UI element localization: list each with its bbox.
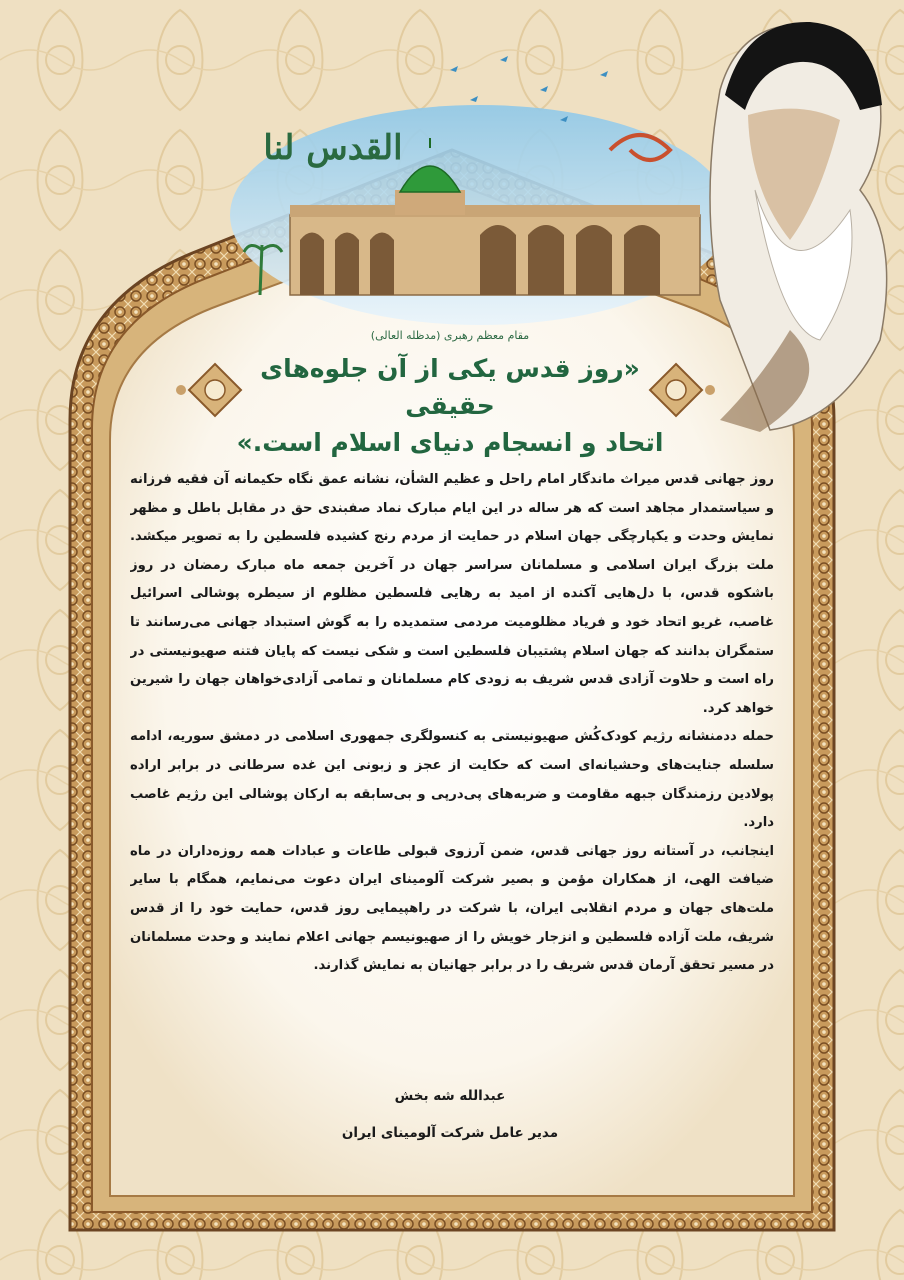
leader-quote: [220, 350, 680, 461]
body-paragraph-2: حمله ددمنشانه رژیم کودک‌کُش صهیونیستی به کنسولگری جمهوری اسلامی در دمشق سوریه، ادامه سلسله جنایت‌های وحشیانه‌ای است که حکایت از عجز و زبونی این غده سرطانی در برابر اراده پولادین رزمندگان جبهه مقاومت و ضربه‌های پی‌درپی و بی‌سابقه به ارکان پوشالی این رژیم غاصب دارد.: [130, 729, 774, 831]
body-paragraph-3: اینجانب، در آستانه روز جهانی قدس، ضمن آرزوی قبولی طاعات و عبادات همه روزه‌داران در ماه ضیافت الهی، از همکاران مؤمن و بصیر شرکت آلومینای ایران دعوت می‌نمایم، همگام با سایر ملت‌های جهان و مردم انقلابی ایران، با شرکت در راهپیمایی روز قدس، حمایت خود را از قدس شریف، ملت آزاده فلسطین و انزجار خویش را از صهیونیسم جهانی اعلام نمایند و وحدت مسلمانان در مسیر تحقق آرمان قدس شریف را در برابر جهانیان به نمایش گذارند.: [130, 843, 774, 974]
quote-attribution: مقام معظم رهبری (مدظله العالی): [370, 329, 530, 342]
body-paragraph-1: روز جهانی قدس میراث ماندگار امام راحل و عظیم الشأن، نشانه عمق نگاه حکیمانه آن فقیه فرزانه و سیاستمدار مجاهد است که هر ساله در این ایام مبارک نماد صفبندی حق در مقابل باطل و مظهر نمایش وحدت و یکپارچگی جهان اسلام در حمایت از مردم رنج کشیده فلسطین را به تصویر میکشد. ملت بزرگ ایران اسلامی و مسلمانان سراسر جهان در آخرین جمعه ماه مبارک رمضان در روز باشکوه قدس، با دل‌هایی آکنده از امید به رهایی فلسطین مظلوم از سیطره پوشالی اسرائیل غاصب، غریو اتحاد خود و فریاد مظلومیت مردمی ستمدیده را به گوش استبداد جهانی می‌رسانند تا ستمگران بدانند که جهان اسلام پشتیبان فلسطین است و شکی نیست که پایان فتنه صهیونیستی در راه است و حلاوت آزادی قدس شریف به زودی کام مسلمانان و تمامی آزادی‌خواهان جهان را شیرین خواهد کرد.: [130, 472, 774, 716]
signer-name: عبدالله شه بخش: [394, 1088, 506, 1104]
signer-title: مدیر عامل شرکت آلومینای ایران: [341, 1125, 559, 1141]
message-body: [130, 466, 774, 1026]
al-quds-logo: القدس لنا: [263, 128, 403, 168]
quote-line-1: «روز قدس یکی از آن جلوه‌های حقیقی: [260, 354, 640, 420]
signature-block: [280, 1078, 620, 1152]
quote-line-2: اتحاد و انسجام دنیای اسلام است.»: [236, 428, 664, 457]
